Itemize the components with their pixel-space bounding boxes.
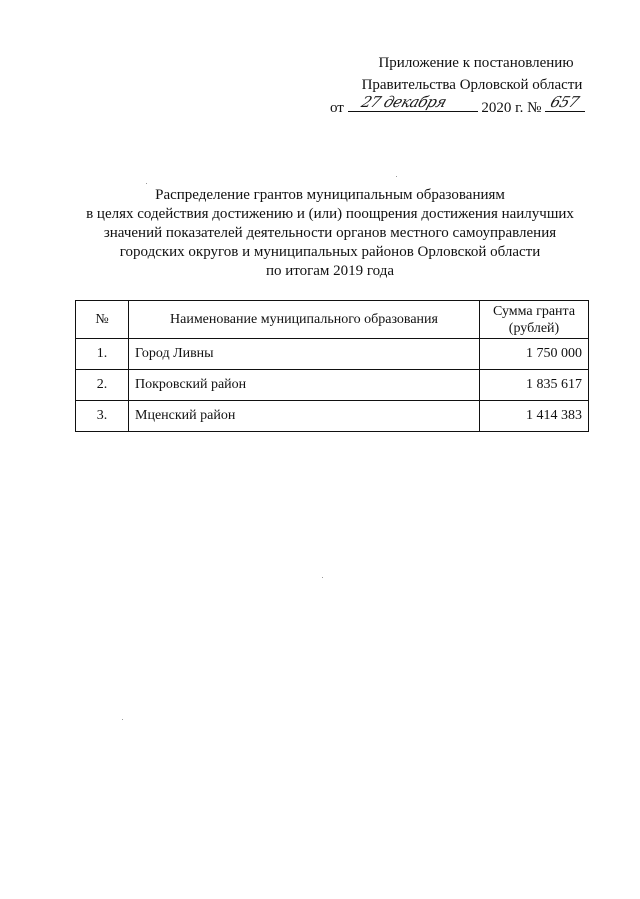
scan-speck	[322, 577, 323, 578]
header-num: №	[76, 301, 129, 339]
table-row	[76, 339, 589, 370]
grants-table	[75, 300, 589, 432]
table-row	[76, 401, 589, 432]
row-name: Город Ливны	[129, 339, 480, 370]
row-sum: 1 835 617	[480, 370, 589, 401]
handwritten-number: 657	[548, 93, 582, 111]
table-header-row	[76, 301, 589, 339]
title-line-1: Распределение грантов муниципальным образованиям	[155, 187, 505, 203]
appendix-header-line-2: Правительства Орловской области	[361, 77, 583, 93]
table-row	[76, 370, 589, 401]
row-name: Покровский район	[129, 370, 480, 401]
document-title	[70, 186, 590, 281]
row-name: Мценский район	[129, 401, 480, 432]
handwritten-date: 27 декабря	[358, 93, 449, 111]
row-sum: 1 414 383	[480, 401, 589, 432]
header-name: Наименование муниципального образования	[129, 301, 480, 339]
row-num: 2.	[76, 370, 129, 401]
title-line-5: по итогам 2019 года	[265, 263, 395, 279]
date-prefix: от	[330, 100, 344, 116]
appendix-header-line-3	[330, 93, 600, 119]
row-num: 3.	[76, 401, 129, 432]
title-line-2: в целях содействия достижению и (или) поощрения достижения наилучших	[86, 206, 574, 222]
scan-speck	[396, 176, 397, 177]
appendix-header-line-1: Приложение к постановлению	[378, 55, 574, 71]
title-line-3: значений показателей деятельности органов местного самоуправления	[103, 225, 557, 241]
scan-speck	[122, 719, 123, 720]
row-sum: 1 750 000	[480, 339, 589, 370]
date-blank	[348, 93, 478, 112]
year-and-number-label: 2020 г. №	[481, 100, 542, 116]
row-num: 1.	[76, 339, 129, 370]
scan-speck	[146, 183, 147, 184]
appendix-header	[330, 52, 600, 119]
number-blank	[545, 93, 585, 112]
header-sum: Сумма гранта (рублей)	[480, 301, 589, 339]
title-line-4: городских округов и муниципальных районов Орловской области	[119, 244, 541, 260]
